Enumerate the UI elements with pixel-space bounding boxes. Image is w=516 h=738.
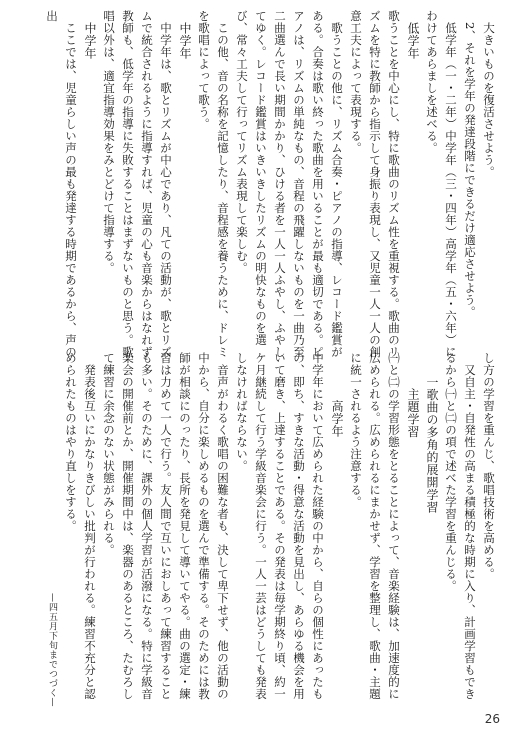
section-heading: 一歌曲の多角的展開学習 [425, 376, 439, 514]
end-note: —四五月下旬までつづく— [47, 593, 57, 707]
paragraph: 発表後互いにかなりきびしい批判が行われる。練習不充分と認められたものはやり直しをする。 [64, 352, 97, 700]
section-heading: 高学年 [330, 400, 344, 438]
section-heading: 中学年 [178, 22, 192, 60]
paragraph: 2、それを学年の発達段階にできるだけ適応させよう。 [463, 21, 477, 318]
section-heading: 低学年 [406, 22, 420, 60]
section-heading: 中学年 [83, 22, 97, 60]
page-number: 26 [484, 712, 500, 726]
paragraph: 中学年において広められた経験の中から、自らの個性にあったもの、即ち、すきな活動・得意な活動を見出し、あらゆる機会を用いて磨き、上達することである。その発表は毎学期終り頃、約一ケ月継続して行う学級音楽会に行う。一人一芸はどうしても発表しなければならない。 [235, 352, 325, 700]
paragraph: 中学年は、歌とリズムが中心であり、凡ての活動が、歌とリズムで統合されるように指導すれば、児童の心も音楽からはなれず教師も、低学年の指導に失敗することはまずないものと思う。歌唱以外は、適宜指導効果をみとどけて指導する。 [102, 10, 173, 358]
paragraph: ㈠と㈡の学習形態をとることによって、音楽経験は、加速度的に広められる。広められるにまかせず、学習を整理し、歌曲・主題に統一されるよう注意する。 [349, 352, 401, 700]
paragraph: し方の学習を重んじ、歌唱技術を高める。 [482, 352, 496, 580]
top-text-block [28, 10, 498, 358]
paragraph: 大きいものを復活させよう。 [482, 21, 496, 178]
paragraph: 歌うことを中心にし、特に歌曲のリズム性を重視する。歌曲のリズムを特に教師から指示して身振り表現し、又児童一人一人の創意工夫によって表現する。 [349, 10, 401, 358]
paragraph: 歌うことの他に、リズム合奏・ピアノの指導、レコード鑑賞がある。合奏は歌い終った歌曲を用いることが最も適切である。ピアノは、リズムの単純なもの、音程の飛躍しないものを一曲乃至二曲選んで長い期間かかり、ひける者を一人一人ふやし、ふやしてゆく。レコード鑑賞はいきいきしたリズムの明快なものを選び、常々工夫して行ってリズム表現して楽しむ。 [235, 10, 344, 358]
paragraph: この他、音の名称を記憶したり、音程感を養うために、ドレミを歌唱によって歌う。 [197, 10, 230, 358]
section-heading: 主題学習 [406, 388, 420, 438]
paragraph: 又自主・自発性の高まる積極的な時期に入り、計画学習もできるから㈠と㈡の項で述べた学習を重んじる。 [444, 352, 477, 700]
paragraph: ここでは、児童らしい声の最も発達する時期であるから、声の出 [45, 10, 78, 358]
bottom-text-block [18, 352, 498, 707]
paragraph: 音声がわるく歌唱の困難な者も、決して卑下せず、他の活動の中から、自分に楽しめるものを選んで準備する。そのためには教師が相談にのったり、長所を発見して導いてやる。曲の選定・練習は力めて一人で行う。友人間で互いにおしあって練習することも多い。そのために、課外の個人学習が活潑になる。特に学級音楽会の開催前とか、開催期間中は、楽器のあるところ、たむろして練習に余念のない状態がみられる。 [102, 352, 230, 700]
paragraph: 低学年（一・二年）中学年（三・四年）高学年（五・六年）にわけてあらましを述べる。 [425, 10, 458, 358]
